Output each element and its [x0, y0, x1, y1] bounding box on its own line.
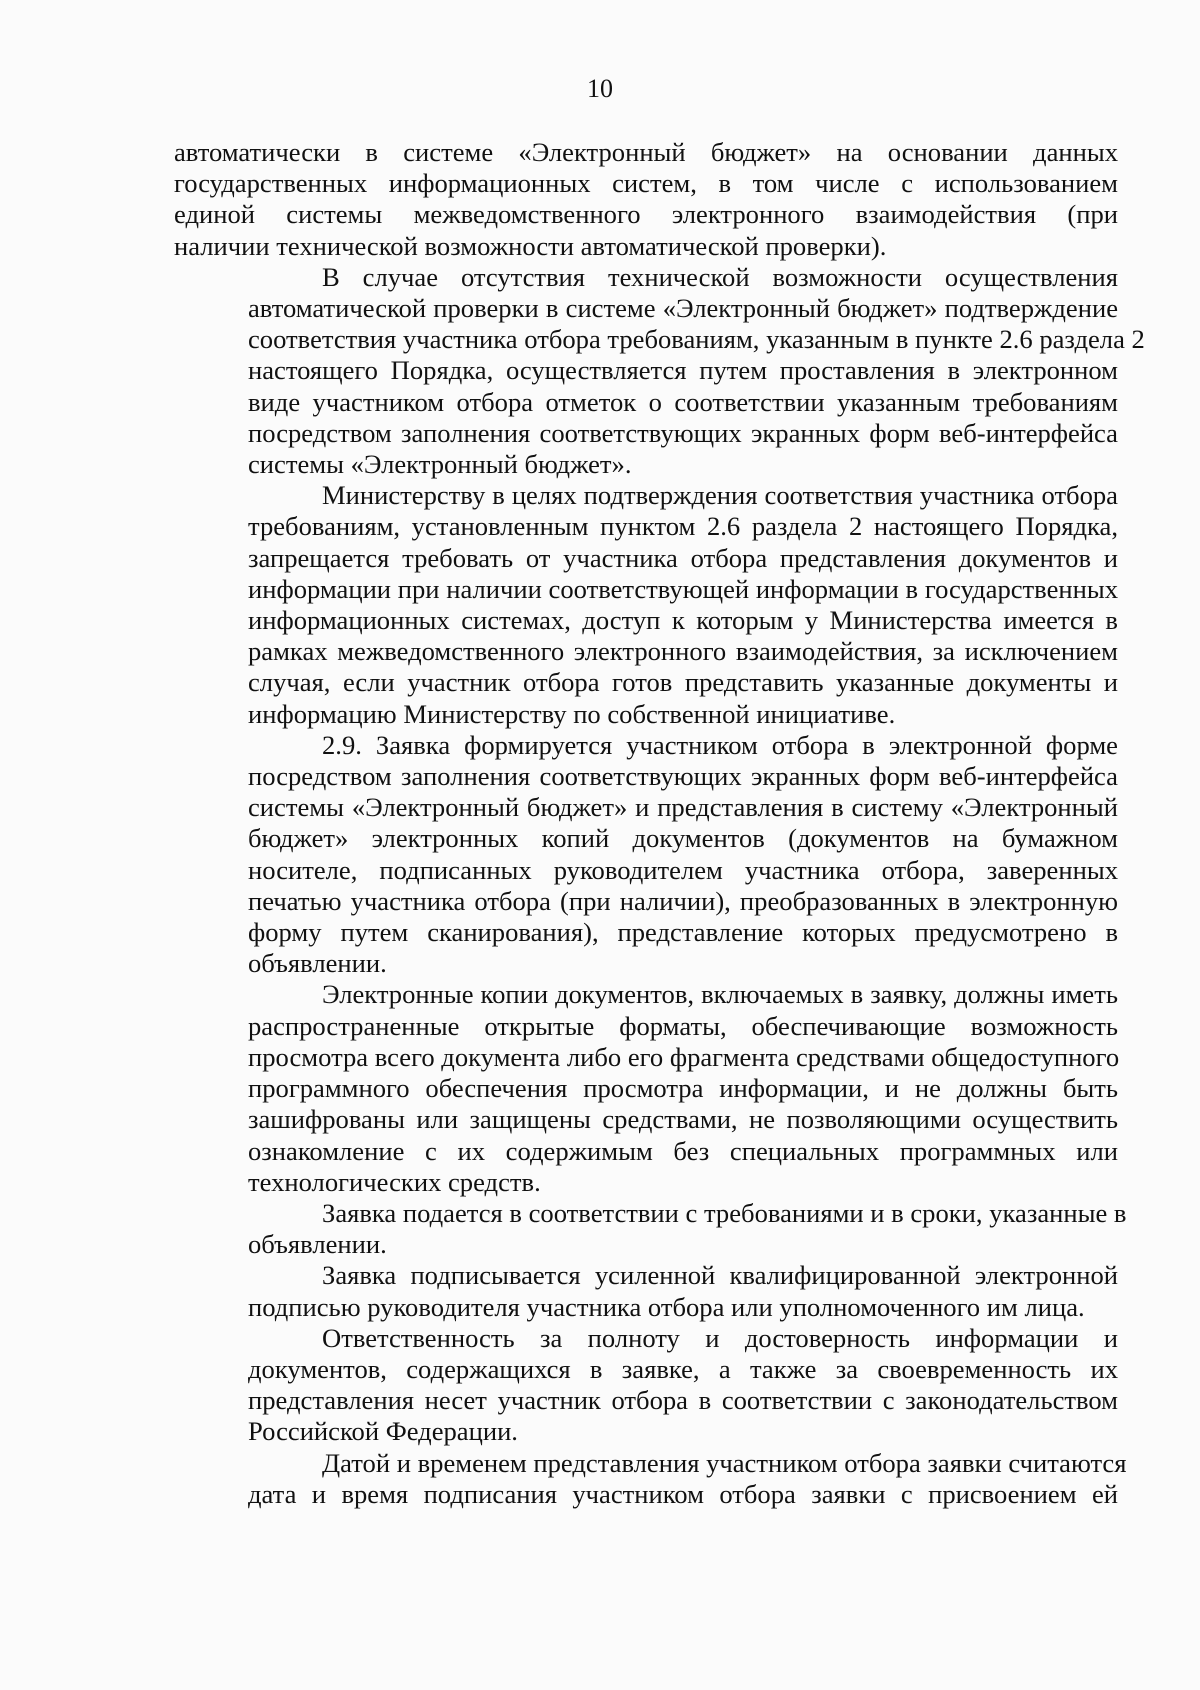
text-line: дата и время подписания участником отбора заявки с присвоением ей: [248, 1478, 1118, 1509]
text-line: форму путем сканирования), представление которых предусмотрено в: [248, 917, 1118, 948]
text-line: зашифрованы или защищены средствами, не позволяющими осуществить: [248, 1104, 1118, 1135]
text-line: технологических средств.: [248, 1166, 541, 1197]
text-line: посредством заполнения соответствующих экранных форм веб-интерфейса: [248, 761, 1118, 792]
text-line: автоматически в системе «Электронный бюджет» на основании данных: [174, 137, 1118, 167]
text-line: информационных системах, доступ к которым у Министерства имеется в: [248, 605, 1118, 636]
text-line: Электронные копии документов, включаемых в заявку, должны иметь: [322, 979, 1118, 1010]
paragraph: [174, 1260, 1118, 1322]
text-line: просмотра всего документа либо его фрагмента средствами общедоступного: [248, 1041, 1120, 1072]
text-line: случая, если участник отбора готов представить указанные документы и: [248, 667, 1118, 698]
text-line: объявлении.: [248, 948, 387, 979]
paragraph: [174, 137, 1118, 262]
text-line: виде участником отбора отметок о соответствии указанным требованиям: [248, 386, 1118, 417]
text-line: В случае отсутствия технической возможности осуществления: [322, 261, 1118, 292]
paragraph: [174, 261, 1145, 480]
text-line: системы «Электронный бюджет» и представления в систему «Электронный: [248, 792, 1118, 823]
text-line: требованиям, установленным пунктом 2.6 раздела 2 настоящего Порядка,: [248, 511, 1118, 542]
text-line: единой системы межведомственного электронного взаимодействия (при: [174, 199, 1118, 230]
text-line: носителе, подписанных руководителем участника отбора, заверенных: [248, 854, 1118, 885]
text-line: рамках межведомственного электронного взаимодействия, за исключением: [248, 636, 1118, 667]
text-line: автоматической проверки в системе «Электронный бюджет» подтверждение: [248, 293, 1118, 324]
paragraph: [174, 480, 1118, 730]
text-line: Заявка подписывается усиленной квалифицированной электронной: [322, 1260, 1118, 1291]
paragraph: [174, 1323, 1118, 1448]
paragraph: [174, 1447, 1127, 1510]
text-line: документов, содержащихся в заявке, а также за своевременность их: [248, 1353, 1118, 1384]
text-line: печатью участника отбора (при наличии), преобразованных в электронную: [248, 885, 1118, 916]
text-line: соответствия участника отбора требованиям, указанным в пункте 2.6 раздела 2: [248, 324, 1145, 355]
text-line: Заявка подается в соответствии с требованиями и в сроки, указанные в: [322, 1197, 1127, 1228]
page-number: 10: [587, 74, 613, 103]
text-line: информации при наличии соответствующей информации в государственных: [248, 573, 1118, 604]
text-line: бюджет» электронных копий документов (документов на бумажном: [248, 823, 1118, 854]
text-line: Ответственность за полноту и достоверность информации и: [322, 1322, 1118, 1353]
paragraph: [174, 1197, 1127, 1260]
text-line: государственных информационных систем, в том числе с использованием: [174, 168, 1118, 199]
document-body: [174, 137, 1145, 1510]
text-line: информацию Министерству по собственной инициативе.: [248, 698, 896, 729]
text-line: Российской Федерации.: [248, 1416, 518, 1447]
text-line: программного обеспечения просмотра информации, и не должны быть: [248, 1073, 1118, 1104]
paragraph: [174, 730, 1118, 980]
text-line: системы «Электронный бюджет».: [248, 449, 632, 480]
text-line: настоящего Порядка, осуществляется путем проставления в электронном: [248, 355, 1118, 386]
paragraph: [174, 979, 1118, 1197]
text-line: запрещается требовать от участника отбора представления документов и: [248, 542, 1118, 573]
text-line: ознакомление с их содержимым без специальных программных или: [248, 1135, 1118, 1166]
text-line: Датой и временем представления участником отбора заявки считаются: [322, 1447, 1127, 1478]
text-line: представления несет участник отбора в соответствии с законодательством: [248, 1385, 1118, 1416]
text-line: Министерству в целях подтверждения соответствия участника отбора: [322, 480, 1118, 511]
text-line: наличии технической возможности автоматической проверки).: [174, 230, 887, 261]
text-line: объявлении.: [248, 1229, 387, 1260]
text-line: посредством заполнения соответствующих экранных форм веб-интерфейса: [248, 417, 1118, 448]
text-line: распространенные открытые форматы, обеспечивающие возможность: [248, 1010, 1118, 1041]
text-line: подписью руководителя участника отбора или уполномоченного им лица.: [248, 1291, 1085, 1322]
text-line: 2.9. Заявка формируется участником отбора в электронной форме: [322, 729, 1118, 760]
